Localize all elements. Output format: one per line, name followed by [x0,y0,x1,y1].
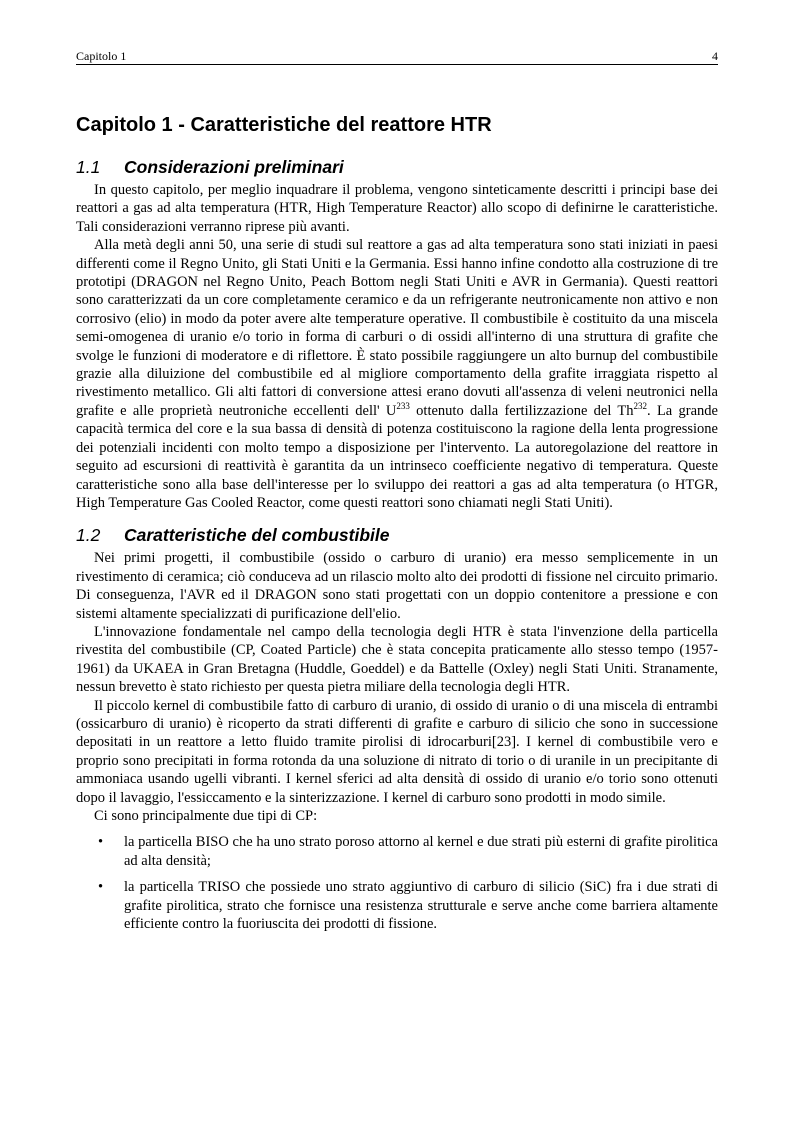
paragraph: In questo capitolo, per meglio inquadrare il problema, vengono sinteticamente descritti i principi base dei reattori a gas ad alta temperatura (HTR, High Temperature Reactor) allo scopo di definirne le caratteristiche. Tali considerazioni verranno riprese più avanti. [76,182,718,235]
bullet-list [76,833,718,933]
page-number: 4 [712,49,718,63]
section-number: 1.2 [76,525,101,546]
section-title: Considerazioni preliminari [124,157,344,177]
section-heading-2 [76,524,718,546]
chapter-title: Capitolo 1 - Caratteristiche del reattore HTR [76,114,492,136]
paragraph [76,236,718,512]
superscript: 233 [396,400,410,411]
section-number: 1.1 [76,157,101,177]
paragraph-text: Alla metà degli anni 50, una serie di studi sul reattore a gas ad alta temperatura sono stati iniziati in paesi differenti come il Regno Unito, gli Stati Uniti e la Germania. Essi hanno infine condotto alla costruzione di tre prototipi (DRAGON nel Regno Unito, Peach Bottom negli Stati Uniti e AVR in Germania). Questi reattori sono caratterizzati da un core completamente ceramico e da un refrigerante neutronicamente non attivo e non corrosivo (elio) in modo da poter avere alte temperature operative. Il combustibile è costituito da una miscela semi-omogenea di uranio e/o torio in forma di carburi o di ossidi all'interno di una struttura di grafite che svolge le funzioni di moderatore e di riflettore. È stato possibile raggiungere un alto burnup del combustibile grazie alla diluizione del combustibile ed al migliore comportamento della grafite irraggiata rispetto al rivestimento metallico. Gli alti fattori di conversione attesi erano dovuti all'assenza di veleni neutronici nella grafite e alle proprietà neutroniche eccellenti dell' U [76,237,718,419]
section-title: Caratteristiche del combustibile [124,525,390,546]
bullet-icon: • [98,879,104,896]
paragraph: Il piccolo kernel di combustibile fatto di carburo di uranio, di ossido di uranio o di una miscela di entrambi (ossicarburo di uranio) è ricoperto da strati differenti di grafite e carburo di silicio che sono in successione depositati in un reattore a letto fluido tramite pirolisi di idrocarburi[23]. I kernel di combustibile vero e proprio sono precipitati in forma rotonda da una soluzione di nitrato di torio o di uranile in un precipitante di ammoniaca usando ugelli vibranti. I kernel sferici ad alta densità di ossido di uranio e/o torio sono ottenuti dopo il lavaggio, l'essiccamento e la sinterizzazione. I kernel di carburo sono prodotti in modo simile. [76,697,718,806]
list-item [76,833,718,870]
page-body [76,112,718,941]
paragraph-text: ottenuto dalla fertilizzazione del Th [409,402,634,419]
section-heading-1 [76,156,718,178]
paragraph-text: . La grande capacità termica del core e la sua bassa di densità di potenza costituiscono la ragione della lenta progressione dei potenziali incidenti con molto tempo a disposizione per l'intervento. La autoregolazione del reattore in seguito ad escursioni di reattività è garantita da un intrinseco coefficiente negativo di temperatura. Queste caratteristiche sono alla base dell'interesse per lo sviluppo dei reattori a gas ad alta temperatura (o HTGR, High Temperature Gas Cooled Reactor, come questi reattori sono chiamati negli Stati Uniti). [76,402,718,511]
list-item-text: la particella BISO che ha uno strato poroso attorno al kernel e due strati più esterni di grafite pirolitica ad alta densità; [124,834,718,869]
bullet-icon: • [98,834,104,851]
paragraph: Ci sono principalmente due tipi di CP: [94,808,318,824]
list-item-text: la particella TRISO che possiede uno strato aggiuntivo di carburo di silicio (SiC) fra i due strati di grafite pirolitica, strato che fornisce una resistenza strutturale e serve anche come barriera altamente efficiente contro la fuoriuscita dei prodotti di fissione. [124,879,718,933]
superscript: 232 [633,400,648,411]
paragraph: L'innovazione fondamentale nel campo della tecnologia degli HTR è stata l'invenzione della particella rivestita del combustibile (CP, Coated Particle) che è stata concepita praticamente allo stesso tempo (1957-1961) da UKAEA in Gran Bretagna (Huddle, Goeddel) e da Battelle (Oxley) negli Stati Uniti. Stranamente, nessun brevetto è stato richiesto per questa pietra miliare della tecnologia degli HTR. [76,623,718,696]
header-chapter-label: Capitolo 1 [76,49,127,63]
running-header [76,48,718,65]
list-item [76,878,718,933]
paragraph: Nei primi progetti, il combustibile (ossido o carburo di uranio) era messo semplicemente in un rivestimento di ceramica; ciò conduceva ad un rilascio molto alto dei prodotti di fissione nel circuito primario. Di conseguenza, l'AVR ed il DRAGON sono stati progettati con un doppio contenitore a pressione e con sistemi altamente specializzati di purificazione dell'elio. [76,550,718,622]
